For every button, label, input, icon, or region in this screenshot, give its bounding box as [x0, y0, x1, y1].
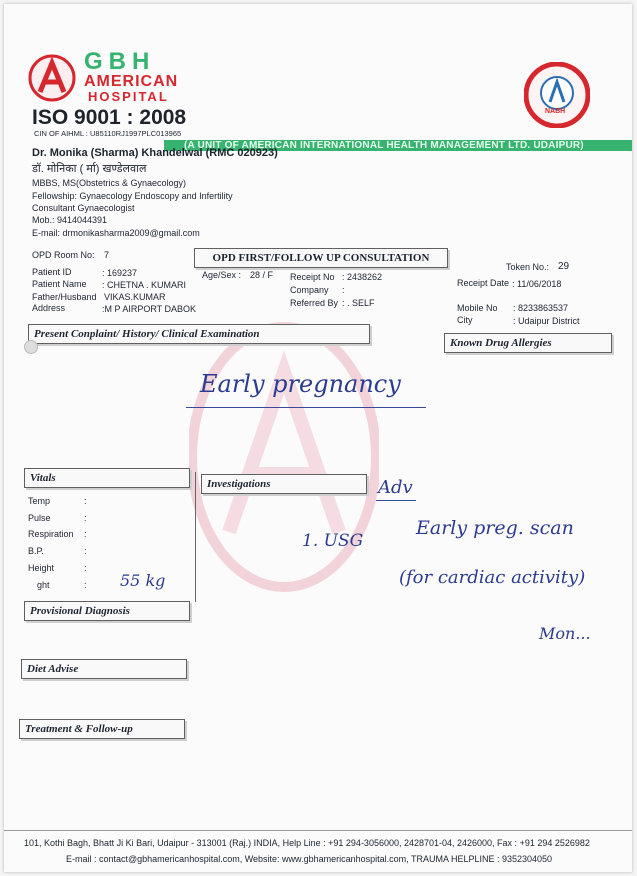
- vitals-header: [24, 468, 190, 488]
- hole-punch-icon: [24, 340, 38, 354]
- father-label: Father/Husband: [32, 292, 97, 302]
- patient-id-label: Patient ID: [32, 267, 72, 277]
- diet-advise-header: [21, 659, 187, 679]
- vital-temp-colon: :: [84, 496, 87, 506]
- complaint-underline: [186, 407, 426, 408]
- vital-bp-colon: :: [84, 546, 87, 556]
- patient-name-label: Patient Name: [32, 279, 87, 289]
- unit-banner-text: (A UNIT OF AMERICAN INTERNATIONAL HEALTH MANAGEMENT LTD. UDAIPUR): [184, 140, 584, 151]
- patient-name-value: : CHETNA . KUMARI: [102, 280, 187, 290]
- city-value: : Udaipur District: [513, 316, 580, 326]
- vitals-header-text: Vitals: [30, 472, 56, 484]
- provisional-diagnosis-header-text: Provisional Diagnosis: [30, 605, 130, 617]
- handwritten-complaint: Early pregnancy: [200, 370, 401, 398]
- vital-respiration-colon: :: [84, 529, 87, 539]
- opd-room-label: OPD Room No:: [32, 250, 95, 260]
- complaint-header: [28, 324, 370, 344]
- token-value: 29: [558, 261, 570, 272]
- handwritten-adv: Adv: [378, 477, 413, 498]
- handwritten-investigation-line1: Early preg. scan: [416, 517, 574, 539]
- nabh-badge-icon: [524, 62, 590, 128]
- receipt-date-value: : 11/06/2018: [512, 279, 562, 289]
- treatment-header-text: Treatment & Follow-up: [25, 723, 133, 735]
- doctor-email: E-mail: drmonikasharma2009@gmail.com: [32, 228, 200, 238]
- doctor-name-hindi: डॉ. मोनिका ( र्मा) खण्डेलवाल: [32, 163, 147, 175]
- handwritten-investigation-line3: Mon...: [539, 624, 591, 643]
- footer-address: 101, Kothi Bagh, Bhatt Ji Ki Bari, Udaipur - 313001 (Raj.) INDIA, Help Line : +91 294-3056000, 2428701-04, 2426000, Fax : +91 294 2526982: [24, 838, 590, 848]
- provisional-diagnosis-header: [24, 601, 190, 621]
- vital-temp-label: Temp: [28, 496, 51, 506]
- complaint-header-text: Present Conplaint/ History/ Clinical Examination: [34, 328, 260, 340]
- company-value: :: [342, 285, 345, 295]
- opd-title-box: [194, 248, 448, 268]
- receipt-date-label: Receipt Date: [457, 278, 510, 288]
- investigations-header-text: Investigations: [207, 478, 271, 490]
- vital-weight-label: ght: [37, 580, 50, 590]
- diet-advise-header-text: Diet Advise: [27, 663, 79, 675]
- vital-pulse-colon: :: [84, 513, 87, 523]
- address-label: Address: [32, 303, 66, 313]
- opd-room-value: 7: [104, 250, 110, 260]
- brand-gbh: GBH: [84, 48, 156, 75]
- agesex-label: Age/Sex :: [202, 270, 242, 280]
- nabh-label: NABH: [545, 108, 566, 115]
- doctor-role: Consultant Gynaecologist: [32, 203, 135, 213]
- vital-bp-label: B.P.: [28, 546, 44, 556]
- adv-underline: [376, 500, 416, 501]
- vitals-divider: [195, 472, 196, 602]
- handwritten-usg: 1. USG: [302, 531, 364, 551]
- prescription-page: [4, 4, 632, 872]
- agesex-value: 28 / F: [250, 270, 274, 280]
- doctor-degree: MBBS, MS(Obstetrics & Gynaecology): [32, 178, 187, 188]
- receipt-label: Receipt No: [290, 272, 335, 282]
- doctor-mobile: Mob.: 9414044391: [32, 215, 108, 225]
- city-label: City: [457, 315, 473, 325]
- vital-pulse-label: Pulse: [28, 513, 51, 523]
- doctor-name: Dr. Monika (Sharma) Khandelwal (RMC 020923): [32, 147, 278, 159]
- vital-height-colon: :: [84, 563, 87, 573]
- brand-hospital: HOSPITAL: [88, 89, 169, 104]
- iso-certification: ISO 9001 : 2008: [32, 106, 187, 129]
- vital-height-label: Height: [28, 563, 55, 573]
- allergies-header-text: Known Drug Allergies: [450, 337, 552, 349]
- opd-title: OPD FIRST/FOLLOW UP CONSULTATION: [212, 252, 430, 264]
- vital-weight-colon: :: [84, 580, 87, 590]
- father-value: VIKAS.KUMAR: [104, 292, 166, 302]
- handwritten-weight: 55 kg: [120, 571, 166, 590]
- company-label: Company: [290, 285, 329, 295]
- address-value: :M P AIRPORT DABOK: [102, 304, 197, 314]
- referred-label: Referred By: [290, 298, 339, 308]
- gbh-logo-icon: [28, 54, 76, 102]
- doctor-fellowship: Fellowship: Gynaecology Endoscopy and Infertility: [32, 191, 233, 201]
- cin-number: CIN OF AIHML : U85110RJ1997PLC013965: [34, 129, 182, 138]
- referred-value: : . SELF: [342, 298, 375, 308]
- vital-respiration-label: Respiration: [28, 529, 74, 539]
- allergies-header: [444, 333, 612, 353]
- mobile-label: Mobile No: [457, 303, 498, 313]
- investigations-header: [201, 474, 367, 494]
- watermark-logo-icon: [189, 322, 379, 592]
- handwritten-investigation-line2: (for cardiac activity): [399, 567, 586, 588]
- brand-american: AMERICAN: [84, 73, 179, 90]
- patient-id-value: : 169237: [102, 268, 138, 278]
- receipt-value: : 2438262: [342, 272, 383, 282]
- token-label: Token No.:: [506, 262, 550, 272]
- treatment-header: [19, 719, 185, 739]
- footer-divider: [4, 830, 632, 831]
- mobile-value: : 8233863537: [513, 303, 569, 313]
- footer-contact: E-mail : contact@gbhamericanhospital.com, Website: www.gbhamericanhospital.com, TRAUMA HELPLINE : 9352304050: [66, 854, 553, 864]
